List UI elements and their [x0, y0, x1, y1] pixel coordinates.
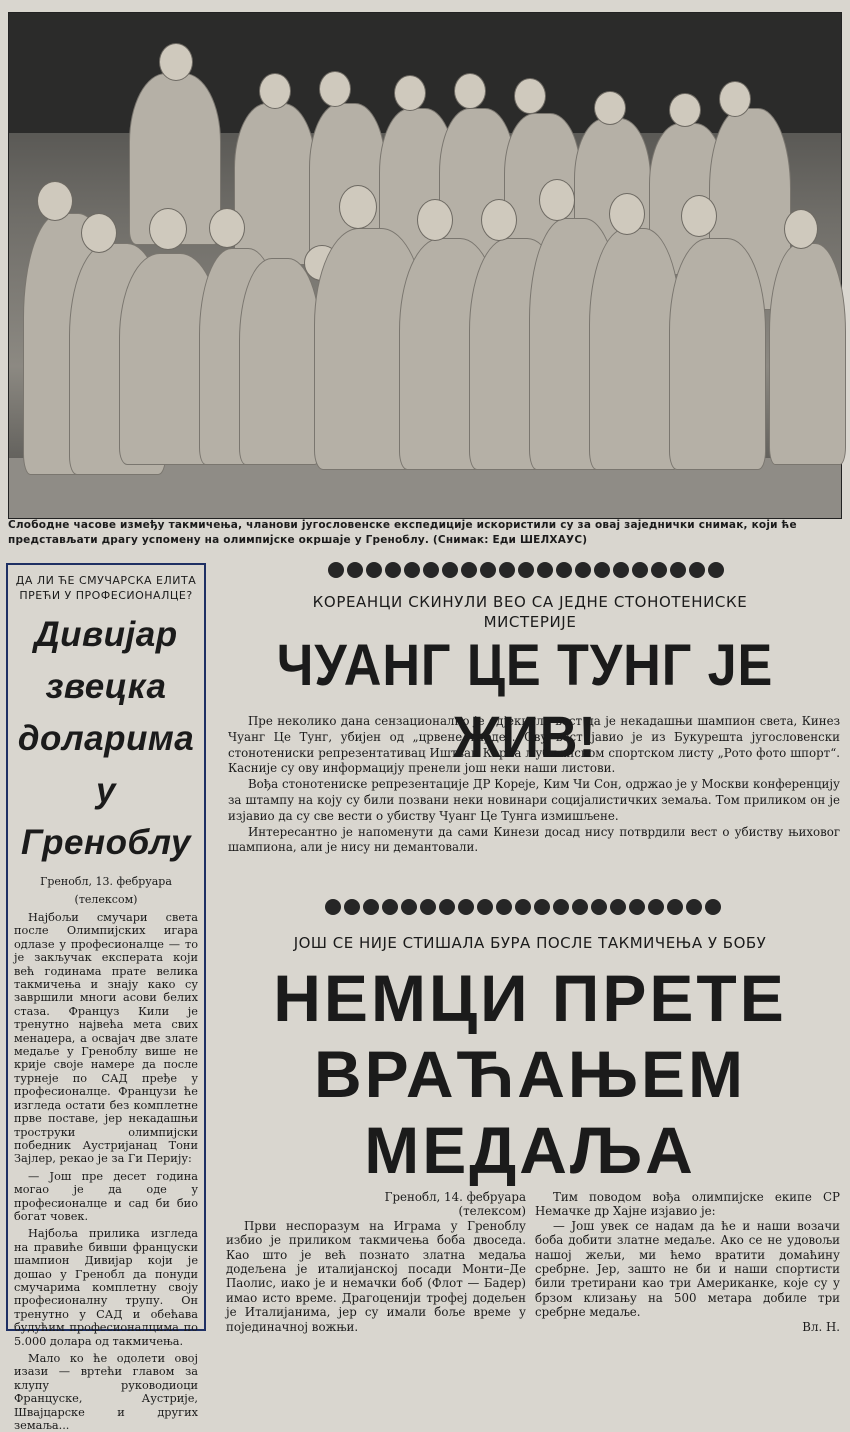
article2-paragraph: — Још увек се надам да ће и наши возачи боба добити златне медаље. Ако се не удовољи нашој жељи, ми ћемо вратити домаћину сребрне. Јер, зашто не би и наши спортисти били третирани као три Американке, које су у брзом клизању на 500 метара добиле три сребрне медаље.	[535, 1218, 840, 1320]
article1-kicker-line: КОРЕАНЦИ СКИНУЛИ ВЕО СА ЈЕДНЕ СТОНОТЕНИСКЕ	[312, 593, 748, 611]
article2-paragraph: Први неспоразум на Играма у Греноблу избио је приликом такмичења боба двоседа. Као што је већ познато златна медаља додељена је италијанској посади Монти–Де Паолис, иако је и немачки боб (Флот — Бадер) имао исто време. Драгоценији трофеј додељен је Италијанима, јер су имали боље време у појединачној вожњи.	[226, 1218, 526, 1334]
team-photo	[8, 12, 842, 519]
separator-dot	[591, 899, 607, 915]
separator-dot	[366, 562, 382, 578]
sidebar-body	[8, 911, 204, 1432]
photo-figure-head	[454, 73, 486, 109]
sidebar-headline-line: звецка	[45, 667, 167, 706]
separator-dot	[385, 562, 401, 578]
separator-dot	[670, 562, 686, 578]
separator-dot	[686, 899, 702, 915]
photo-figure-head	[784, 209, 818, 249]
sidebar-dateline-source: (телексом)	[74, 893, 138, 906]
separator-dot	[363, 899, 379, 915]
article1-headline: ЧУАНГ ЦЕ ТУНГ ЈЕ ЖИВ!	[276, 633, 774, 770]
separator-dot	[347, 562, 363, 578]
separator-dot	[632, 562, 648, 578]
photo-figure-head	[594, 91, 626, 125]
separator-dot	[575, 562, 591, 578]
separator-dot	[420, 899, 436, 915]
separator-dot	[496, 899, 512, 915]
separator-dot	[423, 562, 439, 578]
separator-dot	[404, 562, 420, 578]
sidebar-paragraph: Мало ко ће одолети овој изази — вртећи главом за клупу руководиоци Француске, Аустрије, Швајцарске и других земаља...	[14, 1352, 198, 1432]
photo-figure-head	[339, 185, 377, 229]
separator-dot	[572, 899, 588, 915]
article2-left-column	[226, 1190, 526, 1334]
separator-dot	[401, 899, 417, 915]
photo-figure-head	[417, 199, 453, 241]
separator-dot	[477, 899, 493, 915]
article1-paragraph: Пре неколико дана сензационално је одјекнула вест да је некадашњи шампион света, Кинез Чуанг Це Тунг, убијен од „црвене гарде“. Ову вест јавио је из Букурешта југословенски стонотениски репрезентативац Иштван Корпа љубљанском спортском листу „Рото фото шпорт“. Касније су ову информацију пренели још неки наши листови.	[228, 714, 840, 776]
separator-dot	[556, 562, 572, 578]
separator-dot	[613, 562, 629, 578]
photo-figure-head	[209, 208, 245, 248]
separator-dot	[708, 562, 724, 578]
separator-dot	[534, 899, 550, 915]
article2-right-column	[535, 1190, 840, 1334]
article2-headline-line: ВРАЋАЊЕМ	[313, 1037, 747, 1111]
sidebar-headline-line: Дивијар	[34, 615, 178, 654]
photo-figure	[239, 258, 321, 465]
separator-dot	[518, 562, 534, 578]
photo-figure-head	[669, 93, 701, 127]
article2-headline-line: МЕДАЉА	[364, 1113, 696, 1187]
photo-figure	[769, 243, 846, 465]
article2-kicker: ЈОШ СЕ НИЈЕ СТИШАЛА БУРА ПОСЛЕ ТАКМИЧЕЊА У БОБУ	[293, 934, 767, 952]
separator-dot	[651, 562, 667, 578]
separator-dot	[442, 562, 458, 578]
article1-body	[228, 714, 840, 856]
sidebar-headline-line: доларима	[17, 719, 195, 758]
separator-dot	[344, 899, 360, 915]
separator-dot	[610, 899, 626, 915]
photo-figure-head	[259, 73, 291, 109]
separator-dot	[328, 562, 344, 578]
photo-figure-head	[149, 208, 187, 250]
sidebar-headline	[10, 609, 202, 869]
article2-dateline: Гренобл, 14. фебруара	[384, 1190, 526, 1204]
article2-headline-line: НЕМЦИ ПРЕТЕ	[273, 961, 787, 1035]
separator-dot	[499, 562, 515, 578]
photo-figure-head	[481, 199, 517, 241]
article1-paragraph: Интересантно је напоменути да сами Кинези досад нису потврдили вест о убиству њиховог шампиона, али је нису ни демантовали.	[228, 824, 840, 855]
photo-figure-head	[319, 71, 351, 107]
photo-figure-head	[719, 81, 751, 117]
photo-figure	[589, 228, 681, 470]
photo-figure	[234, 103, 316, 265]
sidebar-headline-line: у Греноблу	[21, 771, 191, 862]
photo-caption: Слободне часове између такмичења, чланови југословенске експедиције искористили су за овај заједнички снимак, који ће представљати драгу успомену на олимпијске окршаје у Греноблу. (Снимак: Еди ШЕЛХАУС)	[8, 519, 797, 546]
sidebar-paragraph: — Још пре десет година могао је да оде у професионалце и сад би био богат човек.	[14, 1169, 198, 1223]
separator-dot	[553, 899, 569, 915]
separator-dot	[689, 562, 705, 578]
dot-separator	[328, 562, 724, 578]
separator-dot	[480, 562, 496, 578]
separator-dot	[667, 899, 683, 915]
separator-dot	[382, 899, 398, 915]
photo-figure-head	[539, 179, 575, 221]
sidebar-kicker: ДА ЛИ ЋЕ СМУЧАРСКА ЕЛИТА ПРЕЋИ У ПРОФЕСИОНАЛЦЕ?	[15, 574, 197, 602]
sidebar-dateline: Гренобл, 13. фебруара	[40, 875, 172, 888]
separator-dot	[629, 899, 645, 915]
photo-figure-head	[514, 78, 546, 114]
separator-dot	[461, 562, 477, 578]
sidebar-article	[6, 563, 206, 1432]
photo-figure-head	[159, 43, 193, 81]
photo-figure-head	[394, 75, 426, 111]
article1-kicker-line: МИСТЕРИЈЕ	[483, 613, 577, 631]
separator-dot	[648, 899, 664, 915]
separator-dot	[705, 899, 721, 915]
separator-dot	[594, 562, 610, 578]
photo-figure-head	[681, 195, 717, 237]
article1-kicker	[240, 592, 820, 632]
photo-figure	[669, 238, 766, 470]
separator-dot	[325, 899, 341, 915]
sidebar-paragraph: Најбоља прилика изгледа на правиће бивши француски шампион Дивијар који је дошао у Гренобл да понуди смучарима комплетну своју професионалну трупу. Он тренутно у САД и обећава будућим професионалцима по 5.000 долара од такмичења.	[14, 1227, 198, 1348]
article1-paragraph: Вођа стонотениске репрезентације ДР Кореје, Ким Чи Сон, одржао је у Москви конференцију за штампу на коју су били позвани неки новинари социјалистичких земаља. Том приликом он је изјавио да су све вести о убиству Чуанг Це Тунга измишљене.	[228, 777, 840, 823]
separator-dot	[458, 899, 474, 915]
article2-signature: Вл. Н.	[802, 1319, 840, 1334]
photo-figure-head	[609, 193, 645, 235]
sidebar-paragraph: Најбољи смучари света после Олимпијских игара одлазе у професионалце — то је закључак експерата који већ годинама прате велика такмичења и знају како су завршили многи асови белих стаза. Француз Кили је тренутно највећа мета свих менаџера, а освајач две злате медаље у Греноблу више не крије своје намере да после турнеје по САД пређе у професионалце. Французи ће изгледа остати без комплетне прве поставе, јер некадашњи троструки олимпијски победник Аустријанац Тони Зајлер, рекао је за Ги Перију:	[14, 911, 198, 1166]
article2-paragraph: Тим поводом вођа олимпијске екипе СР Немачке др Хајне изјавио је:	[535, 1190, 840, 1219]
separator-dot	[439, 899, 455, 915]
photo-figure-head	[37, 181, 73, 221]
article2-headline	[215, 960, 845, 1188]
article2-dateline-source: (телексом)	[458, 1204, 526, 1219]
separator-dot	[515, 899, 531, 915]
dot-separator	[325, 899, 721, 915]
separator-dot	[537, 562, 553, 578]
photo-figure-head	[81, 213, 117, 253]
